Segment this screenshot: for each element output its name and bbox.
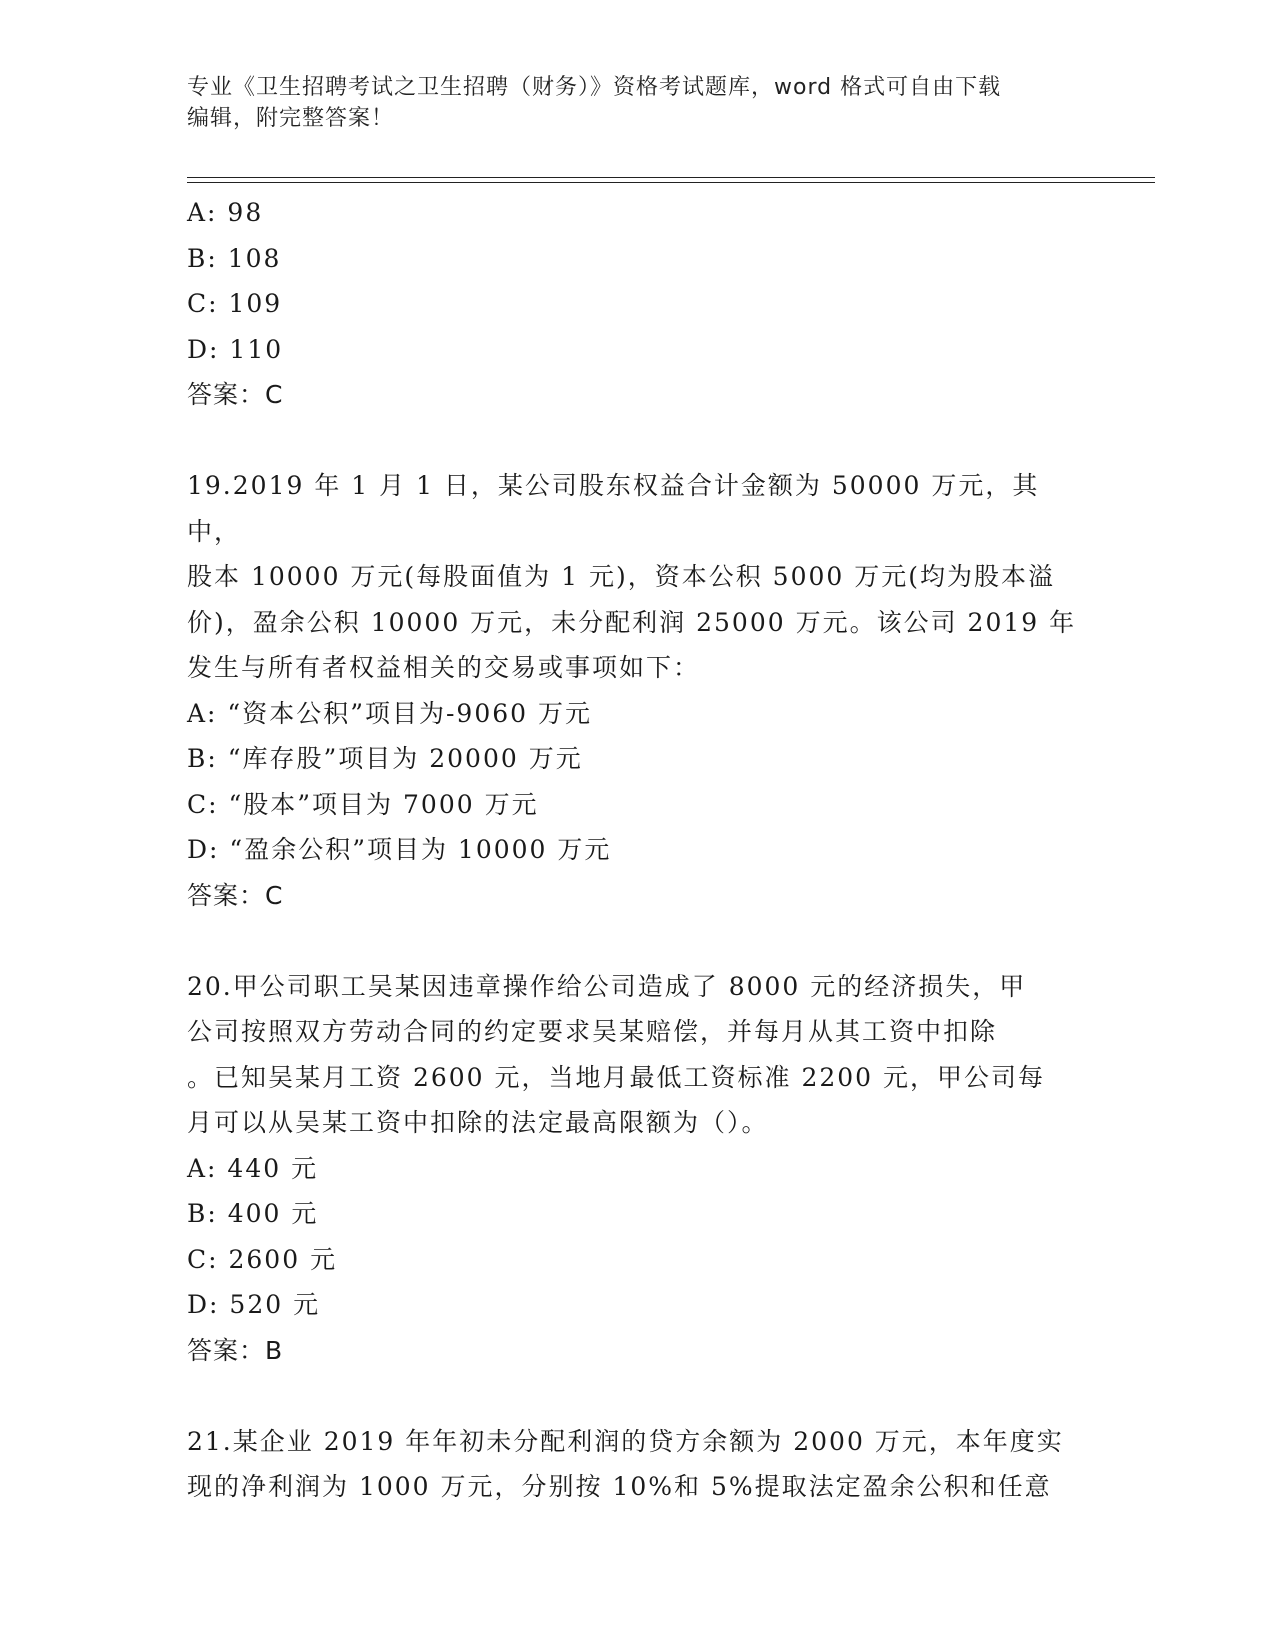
question-20 xyxy=(187,964,1087,1374)
question-text-line: 公司按照双方劳动合同的约定要求吴某赔偿，并每月从其工资中扣除 xyxy=(187,1017,998,1046)
option-b: B: 400 元 xyxy=(187,1199,319,1228)
answer: 答案：C xyxy=(187,880,284,910)
question-text-line: 价)，盈余公积 10000 万元，未分配利润 25000 万元。该公司 2019 年 xyxy=(187,607,1077,637)
option-b: B: “库存股”项目为 20000 万元 xyxy=(187,744,583,773)
question-text-line: 股本 10000 万元(每股面值为 1 元)，资本公积 5000 万元(均为股本溢 xyxy=(187,562,1056,591)
question-text-line: 20.甲公司职工吴某因违章操作给公司造成了 8000 元的经济损失，甲 xyxy=(187,971,1027,1001)
header-rule-top xyxy=(187,177,1155,178)
option-d: D: “盈余公积”项目为 10000 万元 xyxy=(187,835,612,864)
question-text-line: 发生与所有者权益相关的交易或事项如下： xyxy=(187,653,701,682)
question-18 xyxy=(187,190,1087,418)
option-a: A: 98 xyxy=(187,198,264,227)
question-text-line: 19.2019 年 1 月 1 日，某公司股东权益合计金额为 50000 万元，其中， xyxy=(187,471,1040,546)
option-c: C: 109 xyxy=(187,289,283,318)
option-d: D: 520 元 xyxy=(187,1290,321,1319)
spacer xyxy=(187,918,1087,964)
option-a: A: “资本公积”项目为-9060 万元 xyxy=(187,698,593,728)
spacer xyxy=(187,1373,1087,1419)
question-19 xyxy=(187,463,1087,918)
spacer xyxy=(187,418,1087,464)
question-text-line: 月可以从吴某工资中扣除的法定最高限额为（）。 xyxy=(187,1108,769,1137)
header-rule-bottom xyxy=(187,182,1155,183)
option-d: D: 110 xyxy=(187,334,284,364)
option-a: A: 440 元 xyxy=(187,1153,319,1183)
question-21 xyxy=(187,1419,1087,1510)
header-line-2: 编辑，附完整答案！ xyxy=(187,106,395,131)
option-c: C: 2600 元 xyxy=(187,1244,338,1274)
option-b: B: 108 xyxy=(187,243,282,273)
header-line-1: 专业《卫生招聘考试之卫生招聘（财务）》资格考试题库，word 格式可自由下载 xyxy=(187,75,1002,100)
answer: 答案：B xyxy=(187,1335,284,1365)
document-header xyxy=(187,72,1087,134)
question-text-line: 现的净利润为 1000 万元，分别按 10%和 5%提取法定盈余公积和任意 xyxy=(187,1472,1052,1501)
question-text-line: 21.某企业 2019 年年初未分配利润的贷方余额为 2000 万元，本年度实 xyxy=(187,1426,1064,1456)
question-text-line: 。已知吴某月工资 2600 元，当地月最低工资标准 2200 元，甲公司每 xyxy=(187,1062,1046,1092)
answer: 答案：C xyxy=(187,380,284,409)
option-c: C: “股本”项目为 7000 万元 xyxy=(187,789,539,819)
question-content xyxy=(187,190,1087,1510)
